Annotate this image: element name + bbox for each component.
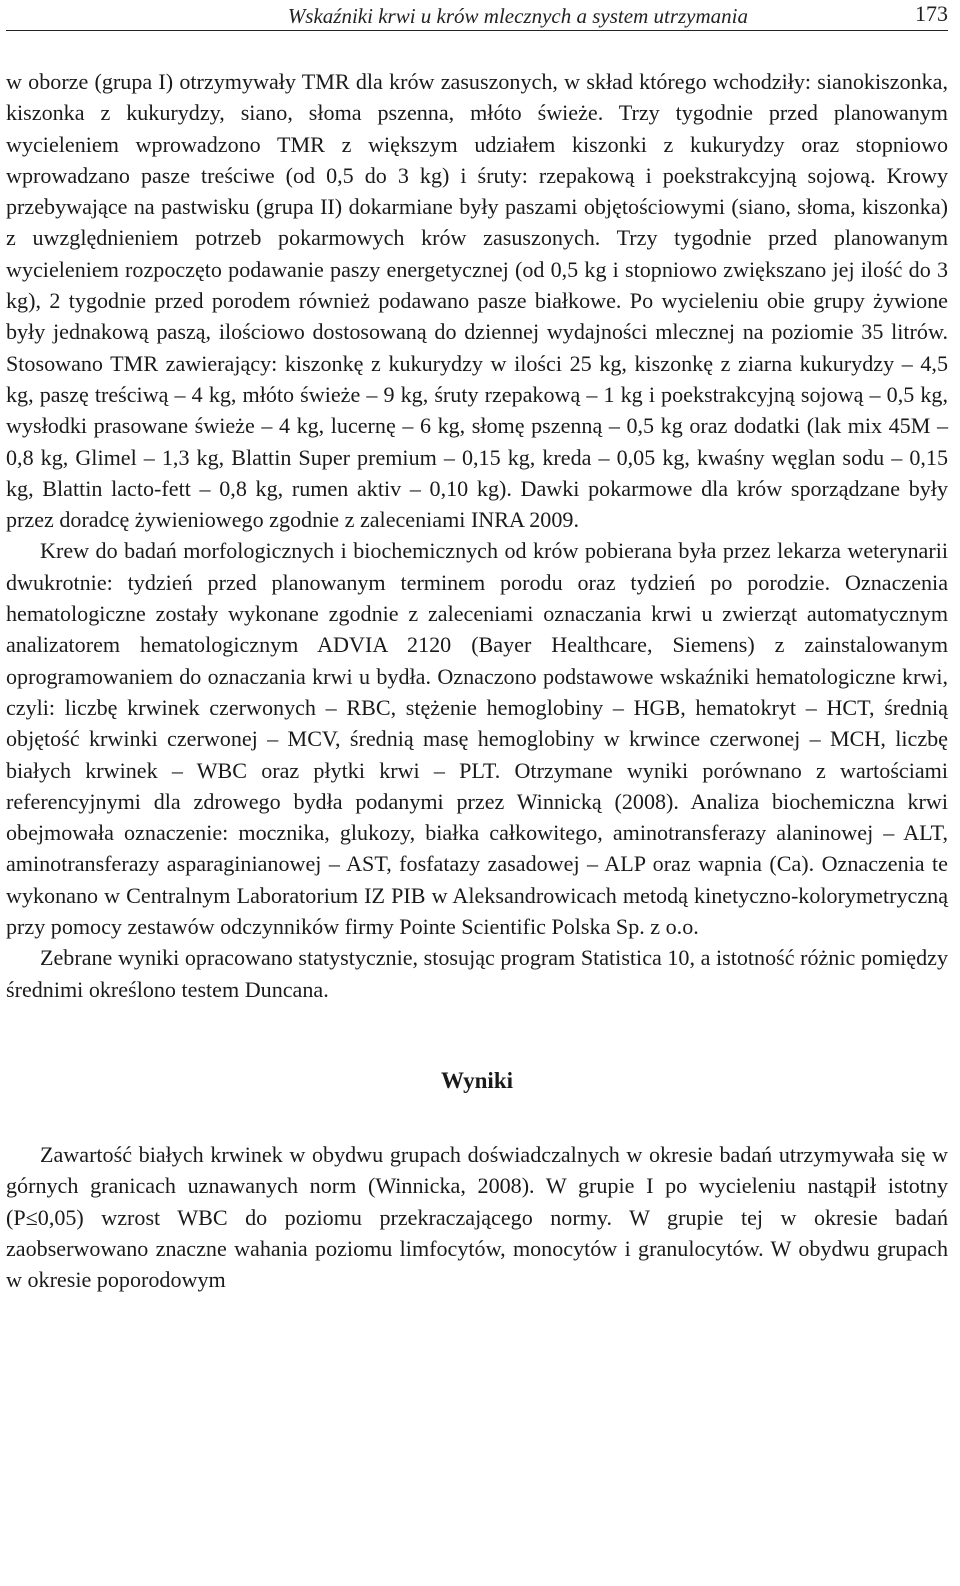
paragraph-statistics: Zebrane wyniki opracowano statystycznie, stosując program Statistica 10, a istotność różnic pomiędzy średnimi określono testem Duncana. [6,945,948,1002]
body-text [6,66,948,1295]
section-heading-results: Wyniki [440,1067,513,1093]
running-header [6,0,948,31]
running-title: Wskaźniki krwi u krów mlecznych a system utrzymania [287,4,748,28]
paragraph-feeding-system: w oborze (grupa I) otrzymywały TMR dla krów zasuszonych, w skład którego wchodziły: sianokiszonka, kiszonka z kukurydzy, siano, słoma pszenna, młóto świeże. Trzy tygodnie przed planowanym wycieleniem wprowadzono TMR z większym udziałem kiszonki z kukurydzy oraz stopniowo wprowadzano pasze treściwe (od 0,5 do 3 kg) i śruty: rzepakową i poekstrakcyjną sojową. Krowy przebywające na pastwisku (grupa II) dokarmiane były paszami objętościowymi (siano, słoma, kiszonka) z uwzględnieniem potrzeb pokarmowych krów zasuszonych. Trzy tygodnie przed planowanym wycieleniem rozpoczęto podawanie paszy energetycznej (od 0,5 kg i stopniowo zwiększano jej ilość do 3 kg), 2 tygodnie przed porodem również podawano pasze białkowe. Po wycieleniu obie grupy żywione były jednakową paszą, ilościowo dostosowaną do dziennej wydajności mlecznej na poziomie 35 litrów. Stosowano TMR zawierający: kiszonkę z kukurydzy w ilości 25 kg, kiszonkę z ziarna kukurydzy – 4,5 kg, paszę treściwą – 4 kg, młóto świeże – 9 kg, śruty rzepakową – 1 kg i poekstrakcyjną sojową – 0,5 kg, wysłodki prasowane świeże – 4 kg, lucernę – 6 kg, słomę pszenną – 0,5 kg oraz dodatki (lak mix 45M – 0,8 kg, Glimel – 1,3 kg, Blattin Super premium – 0,15 kg, kreda – 0,05 kg, kwaśny węglan sodu – 0,15 kg, Blattin lacto-fett – 0,8 kg, rumen aktiv – 0,10 kg). Dawki pokarmowe dla krów sporządzane były przez doradcę żywieniowego zgodnie z zaleceniami INRA 2009. [6,69,948,533]
page-number: 173 [915,1,948,26]
paragraph-blood-sampling: Krew do badań morfologicznych i biochemicznych od krów pobierana była przez lekarza weterynarii dwukrotnie: tydzień przed planowanym terminem porodu oraz tydzień po porodzie. Oznaczenia hematologiczne zostały wykonane zgodnie z zaleceniami oznaczania krwi u zwierząt automatycznym analizatorem hematologicznym ADVIA 2120 (Bayer Healthcare, Siemens) z zainstalowanym oprogramowaniem do oznaczania krwi u bydła. Oznaczono podstawowe wskaźniki hematologiczne krwi, czyli: liczbę krwinek czerwonych – RBC, stężenie hemoglobiny – HGB, hematokryt – HCT, średnią objętość krwinki czerwonej – MCV, średnią masę hemoglobiny w krwince czerwonej – MCH, liczbę białych krwinek – WBC oraz płytki krwi – PLT. Otrzymane wyniki porównano z wartościami referencyjnymi dla zdrowego bydła podanymi przez Winnicką (2008). Analiza biochemiczna krwi obejmowała oznaczenie: mocznika, glukozy, białka całkowitego, aminotransferazy alaninowej – ALT, aminotransferazy asparaginianowej – AST, fosfatazy zasadowej – ALP oraz wapnia (Ca). Oznaczenia te wykonano w Centralnym Laboratorium IZ PIB w Aleksandrowicach metodą kinetyczno-kolorymetryczną przy pomocy zestawów odczynników firmy Pointe Scientific Polska Sp. z o.o. [6,538,948,940]
paragraph-results: Zawartość białych krwinek w obydwu grupach doświadczalnych w okresie badań utrzymywała się w górnych granicach uznawanych norm (Winnicka, 2008). W grupie I po wycieleniu nastąpił istotny (P≤0,05) wzrost WBC do poziomu przekraczającego normy. W grupie tej w okresie badań zaobserwowano znaczne wahania poziomu limfocytów, monocytów i granulocytów. W obydwu grupach w okresie poporodowym [6,1141,948,1293]
